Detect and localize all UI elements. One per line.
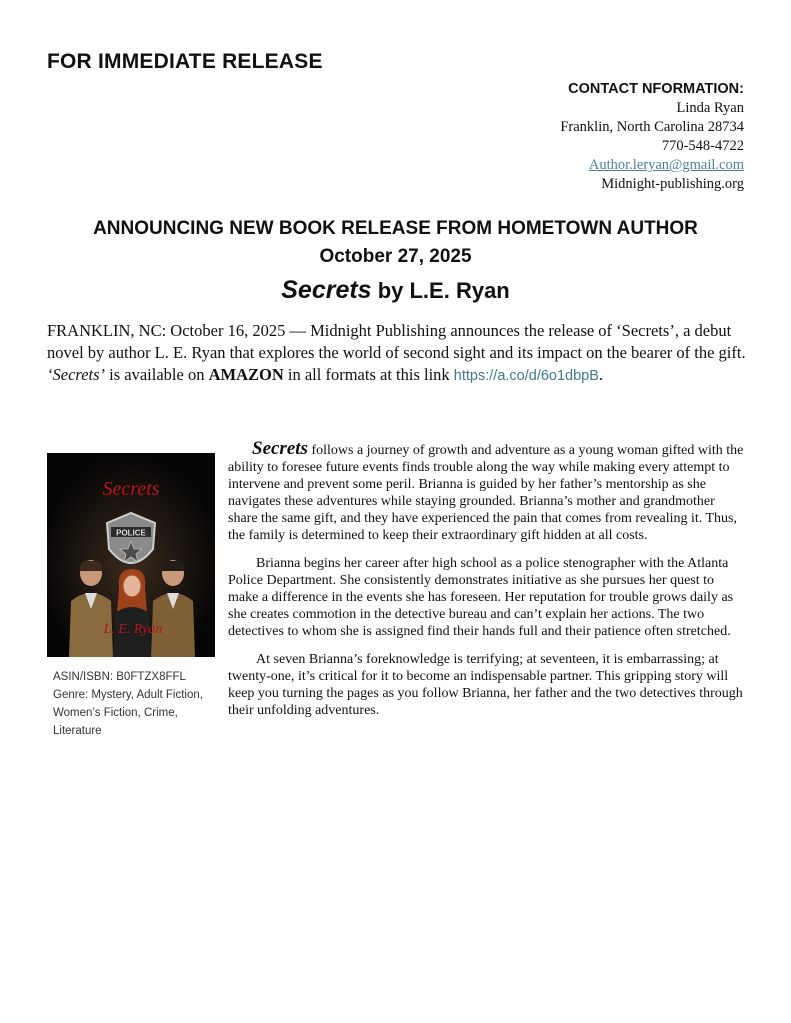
- book-cover-art: [47, 453, 215, 657]
- isbn-text: ASIN/ISBN: B0FTZX8FFL: [53, 671, 186, 683]
- synopsis: [228, 440, 746, 730]
- book-cover-image: [47, 453, 215, 657]
- contact-heading: CONTACT NFORMATION:: [568, 81, 744, 97]
- release-label: FOR IMMEDIATE RELEASE: [47, 50, 323, 73]
- synopsis-paragraph-3: At seven Brianna’s foreknowledge is terrifying; at seventeen, it is embarrassing; at twenty-one, it’s critical for it to become an indispensable partner. This gripping story will keep you turning the pages as you follow Brianna, her father and the two detectives through their unfolding adventures.: [228, 652, 743, 718]
- announcement-heading: ANNOUNCING NEW BOOK RELEASE FROM HOMETOWN AUTHOR: [93, 218, 698, 239]
- book-title: Secrets: [281, 276, 372, 304]
- police-badge-icon: [107, 513, 155, 563]
- contact-name: Linda Ryan: [676, 100, 744, 116]
- intro-block: [47, 320, 747, 387]
- cover-figures: [69, 560, 195, 657]
- contact-location: Franklin, North Carolina 28734: [560, 119, 744, 135]
- availability-line: ‘Secrets’ is available on AMAZON in all formats at this link https://a.co/d/6o1dbpB.: [47, 365, 604, 384]
- badge-label: POLICE: [116, 528, 146, 538]
- contact-website: Midnight-publishing.org: [601, 176, 744, 192]
- contact-block: [560, 80, 744, 194]
- headline-block: [0, 216, 791, 307]
- release-date: October 27, 2025: [319, 246, 472, 267]
- genre-text: Genre: Mystery, Adult Fiction, Women’s Fiction, Crime, Literature: [53, 689, 203, 737]
- book-metadata: [53, 668, 228, 740]
- cover-author: L. E. Ryan: [103, 622, 163, 637]
- book-title-line: [0, 274, 791, 307]
- synopsis-paragraph-2: Brianna begins her career after high school as a police stenographer with the Atlanta Police Department. She consistently demonstrates initiative as she pursues her quest to make a difference in the events she has foreseen. Her reputation for trouble grows daily as she creates commotion in the detective bureau and can’t explain her actions. The two detectives to whom she is assigned find their hands full and their patience often stretched.: [228, 556, 734, 639]
- byline: by L.E. Ryan: [371, 278, 510, 303]
- contact-email-link[interactable]: Author.leryan@gmail.com: [588, 157, 744, 173]
- contact-phone: 770-548-4722: [661, 138, 744, 154]
- synopsis-paragraph-1: Secrets follows a journey of growth and adventure as a young woman gifted with the ability to foresee future events finds trouble along the way while making every attempt to intervene and prevent some peril. Brianna is guided by her father’s mentorship as she navigates these adventures while staying grounded. Brianna’s mother and grandmother share the same gift, and they have experienced the pain that comes from revealing it. Thus, the family is determined to keep their extraordinary gift hidden at all costs.: [228, 438, 744, 543]
- intro-paragraph: FRANKLIN, NC: October 16, 2025 — Midnight Publishing announces the release of ‘Secrets’, a debut novel by author L. E. Ryan that explores the world of second sight and its impact on the bearer of the gift.: [47, 321, 746, 362]
- cover-title: Secrets: [102, 478, 160, 500]
- amazon-link[interactable]: https://a.co/d/6o1dbpB: [453, 368, 599, 384]
